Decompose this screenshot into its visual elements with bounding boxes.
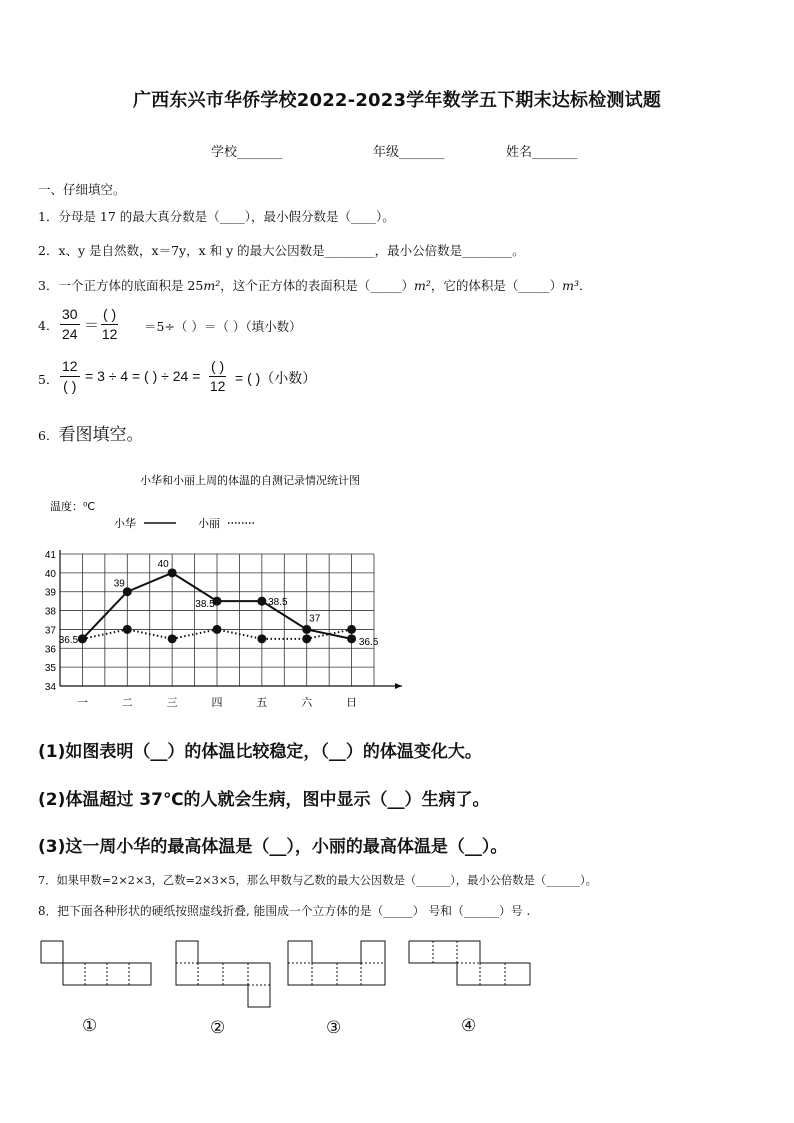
data-point: [302, 634, 311, 643]
question-5-number: 5．: [38, 372, 59, 387]
q4-rest: ＝5÷（ ）＝（ ）（填小数）: [144, 319, 302, 334]
chart-title: 小华和小丽上周的体温的自测记录情况统计图: [140, 474, 360, 487]
question-6: [38, 420, 143, 445]
data-point: [123, 625, 132, 634]
q4-f2-denominator: 12: [101, 326, 118, 342]
q5-f1-numerator: 12: [60, 358, 80, 377]
question-4-number: 4．: [38, 318, 59, 333]
q6-text: 看图填空。: [58, 425, 144, 445]
legend-label-xiaoli: 小丽: [198, 517, 220, 530]
x-tick-label: 日: [346, 696, 358, 709]
question-3: [38, 276, 592, 294]
chart-series: [59, 559, 379, 648]
q3-unit-m2-a: m²: [203, 278, 221, 293]
data-point: [347, 634, 356, 643]
y-tick-label: 41: [44, 550, 56, 561]
question-6-part-1: (1)如图表明（__）的体温比较稳定，（__）的体温变化大。: [38, 742, 482, 762]
y-tick-label: 38: [44, 606, 56, 618]
data-point: [168, 568, 177, 577]
question-8: 8．把下面各种形状的硬纸按照虚线折叠, 能围成一个立方体的是（_____） 号和（______）号 .: [38, 904, 531, 918]
name-field-label: 姓名_______: [506, 145, 578, 160]
x-tick-label: 五: [256, 696, 268, 709]
q4-fraction-2: [101, 306, 118, 343]
data-label: 37: [309, 613, 321, 625]
data-label: 36.5: [358, 636, 379, 648]
q3-unit-m2-b: m²: [413, 278, 431, 293]
y-tick-label: 36: [44, 644, 56, 656]
net-label-1: ①: [82, 1016, 98, 1036]
question-2: 2．x、y 是自然数，x＝7y，x 和 y 的最大公因数是________，最小公倍数是________。: [38, 243, 525, 258]
data-label: 40: [157, 558, 169, 570]
x-tick-label: 二: [121, 696, 133, 709]
chart-y-axis-label: 温度：⁰C: [50, 500, 96, 513]
y-tick-label: 39: [44, 587, 56, 599]
q5-f2-numerator: ( ): [209, 358, 226, 377]
section-heading: 一、仔细填空。: [38, 182, 126, 197]
x-tick-label: 一: [76, 696, 88, 709]
data-point: [347, 625, 356, 634]
x-tick-label: 六: [301, 696, 313, 709]
net-3: [288, 941, 385, 985]
q5-fraction-1: [60, 358, 80, 395]
q4-fraction-1: [60, 306, 80, 343]
x-axis-arrow: [395, 683, 402, 689]
q4-f1-numerator: 30: [60, 306, 80, 325]
data-label: 39: [113, 578, 125, 590]
q3-unit-m3: m³: [562, 278, 579, 293]
question-6-part-3: (3)这一周小华的最高体温是（__），小丽的最高体温是（__）。: [38, 837, 508, 857]
legend-label-xiaohua: 小华: [114, 517, 136, 530]
y-tick-label: 35: [44, 663, 56, 675]
net-2: [176, 941, 270, 1007]
q6-number: 6．: [38, 428, 59, 443]
q4-equals: ＝: [84, 317, 100, 334]
chart-grid: [60, 554, 374, 686]
data-point: [302, 625, 311, 634]
question-7: 7．如果甲数=2×2×3，乙数=2×3×5，那么甲数与乙数的最大公因数是（______），最小公倍数是（______）。: [38, 874, 597, 887]
school-field-label: 学校_______: [211, 145, 283, 160]
data-label: 38.5: [195, 599, 215, 611]
x-tick-label: 四: [211, 696, 223, 709]
data-point: [257, 597, 266, 606]
q3-text-c: ，它的体积是（_____）: [430, 278, 563, 293]
q3-text-b: ，这个正方体的表面积是（_____）: [220, 278, 414, 293]
q3-text-a: 3．一个正方体的底面积是 25: [38, 278, 204, 293]
x-tick-label: 三: [166, 696, 178, 709]
question-6-part-2: (2)体温超过 37℃的人就会生病，图中显示（__）生病了。: [38, 790, 490, 810]
temperature-line-chart: [30, 462, 420, 712]
question-1: 1．分母是 17 的最大真分数是（____），最小假分数是（____）。: [38, 209, 395, 224]
q3-text-d: ．: [579, 278, 592, 293]
grade-field-label: 年级_______: [373, 145, 445, 160]
data-label: 38.5: [268, 597, 288, 609]
net-label-3: ③: [326, 1018, 342, 1038]
q5-f2-denominator: 12: [209, 378, 226, 394]
data-point: [78, 634, 87, 643]
q4-f1-denominator: 24: [62, 326, 78, 342]
page-title: 广西东兴市华侨学校2022-2023学年数学五下期末达标检测试题: [132, 90, 662, 111]
net-4: [409, 941, 530, 985]
y-tick-label: 34: [44, 682, 56, 693]
y-tick-label: 37: [44, 625, 56, 637]
data-label: 36.5: [58, 634, 79, 646]
net-label-4: ④: [461, 1016, 477, 1036]
q5-middle: = 3 ÷ 4 = ( ) ÷ 24 =: [85, 368, 201, 384]
q5-f1-denominator: ( ): [63, 378, 77, 394]
q4-f2-numerator: ( ): [101, 306, 118, 325]
q5-fraction-2: [209, 358, 226, 395]
q5-rest: = ( )（小数）: [235, 370, 317, 386]
net-1: [41, 941, 151, 985]
chart-legend: [114, 516, 256, 530]
data-point: [257, 634, 266, 643]
data-point: [213, 625, 222, 634]
y-tick-label: 40: [44, 568, 56, 580]
net-label-2: ②: [210, 1018, 226, 1038]
data-point: [168, 634, 177, 643]
